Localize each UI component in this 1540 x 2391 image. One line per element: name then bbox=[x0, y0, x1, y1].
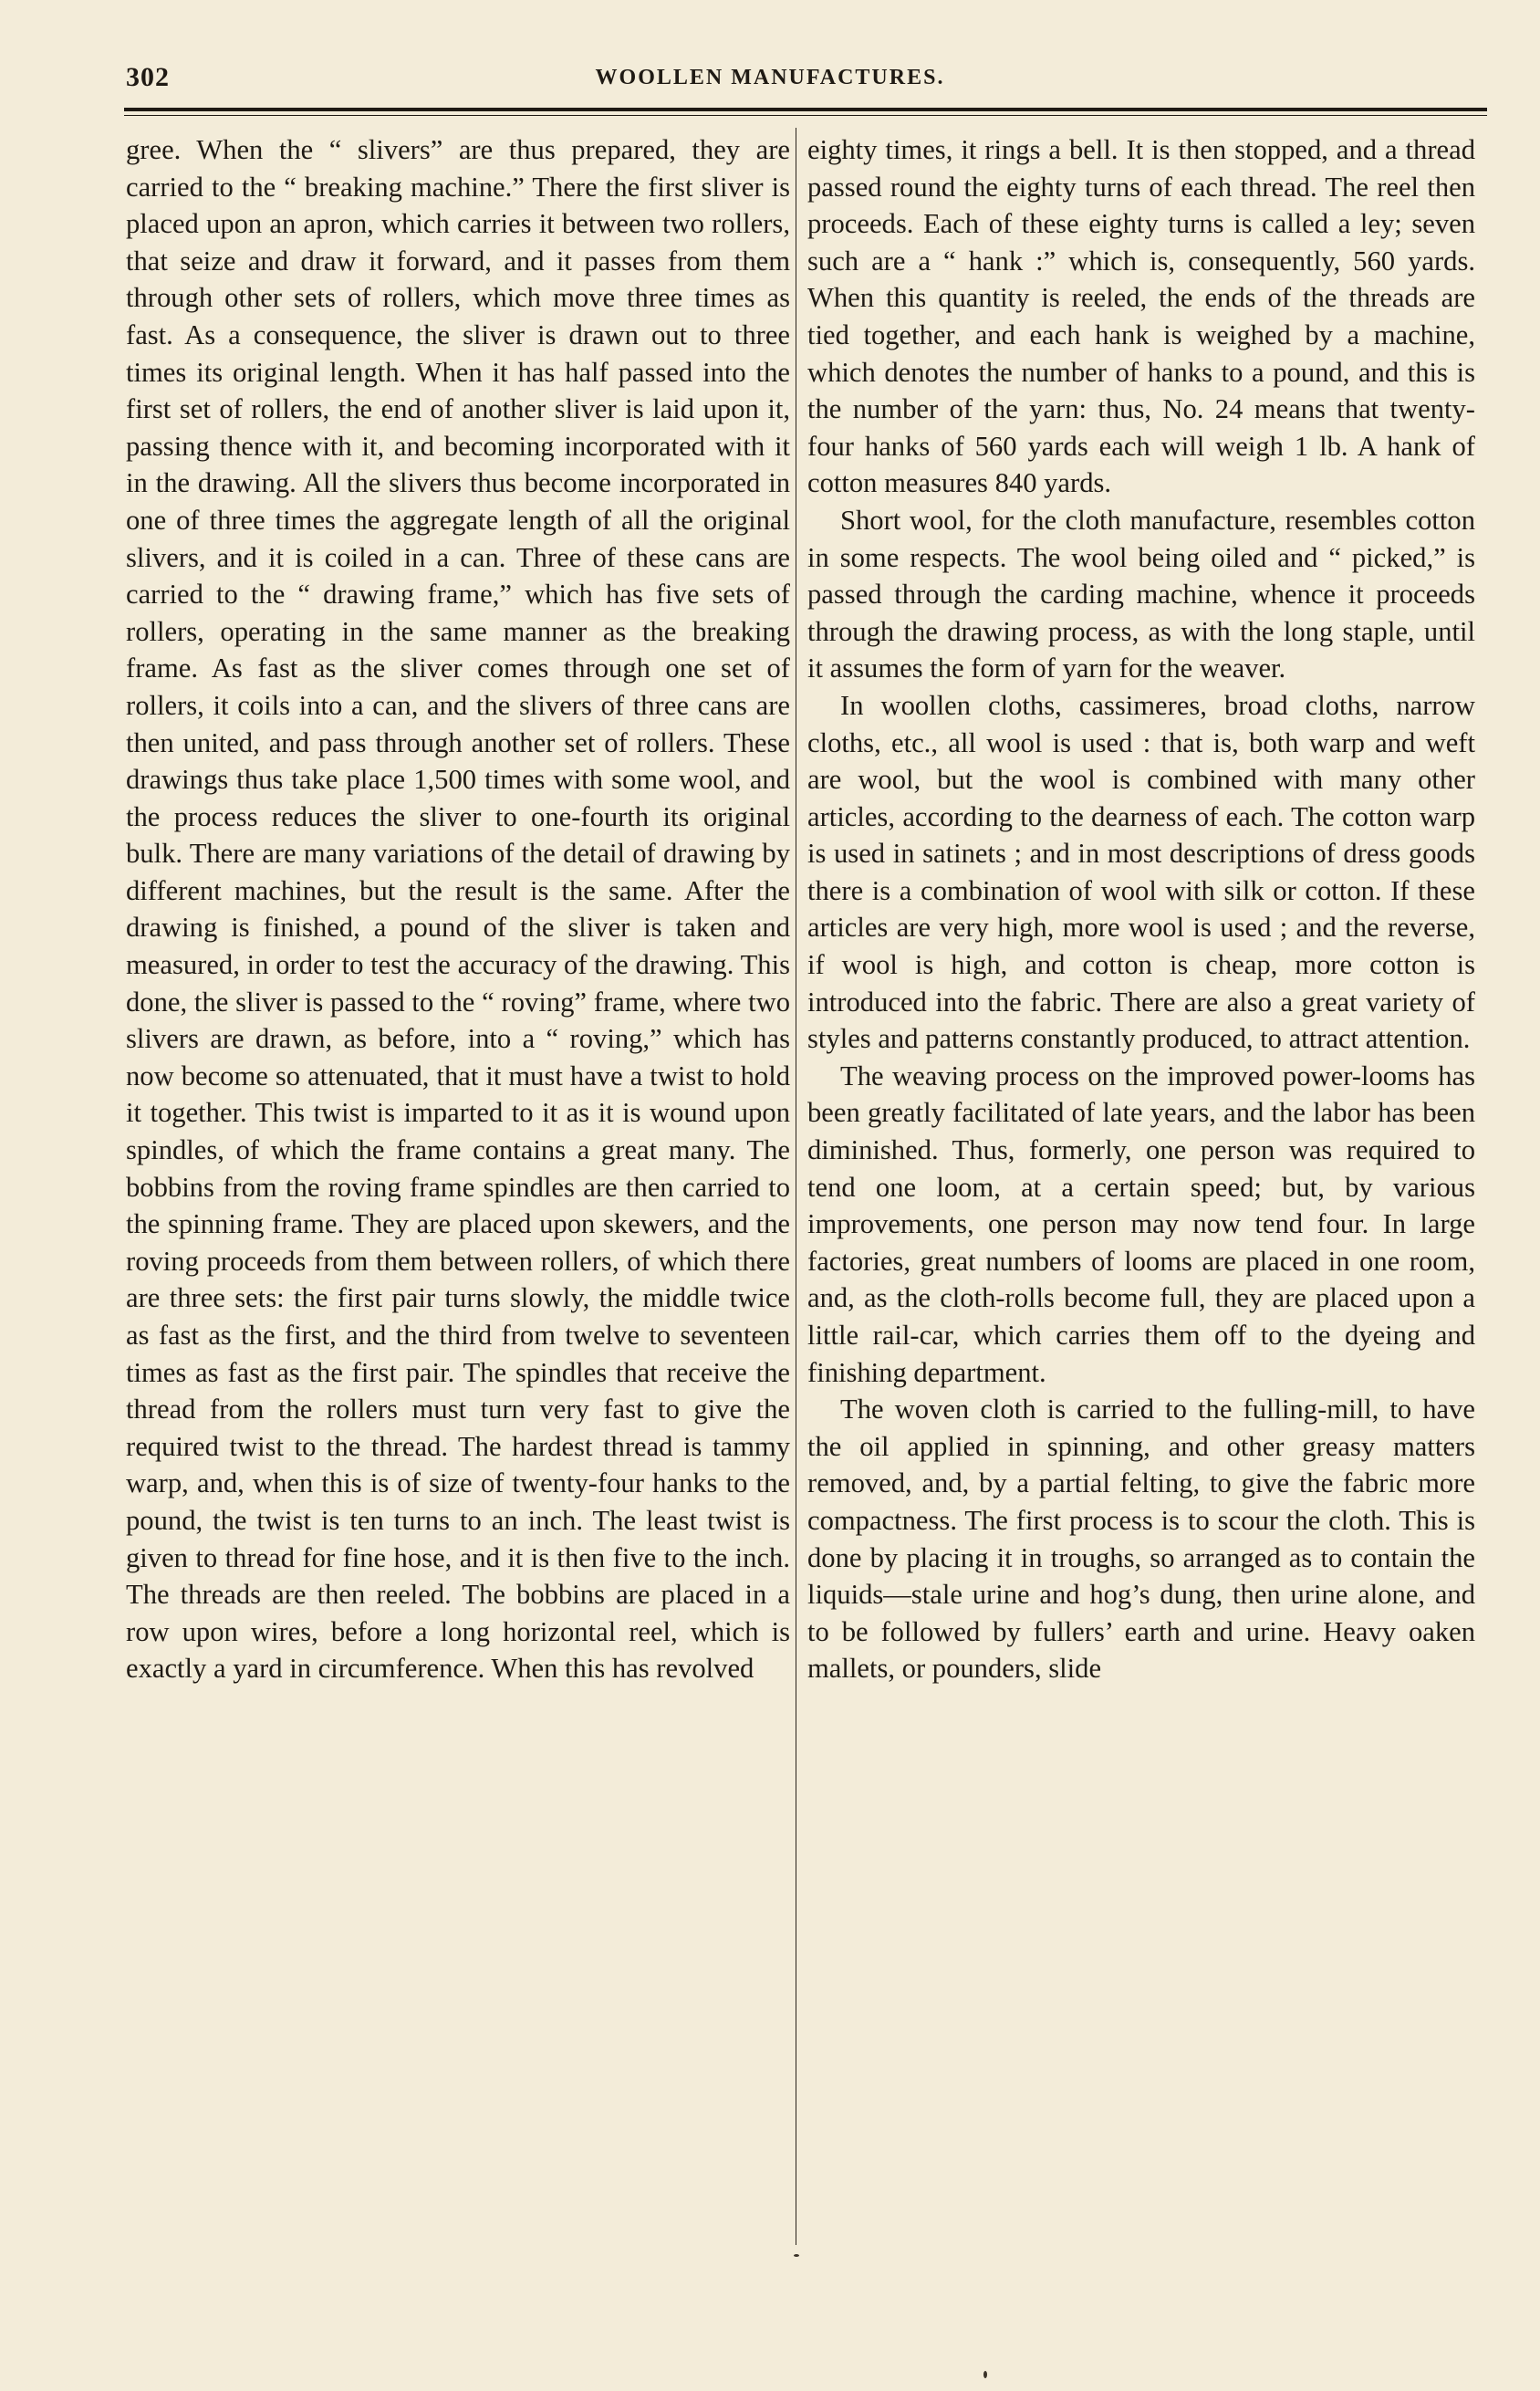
left-paragraph-1: gree. When the “ slivers” are thus prepared, they are carried to the “ breaking machine.” There the first sliver is placed upon an apron, which carries it between two rollers, that seize and draw it forward, and it passes from them through other sets of rollers, which move three times as fast. As a consequence, the sliver is drawn out to three times its original length. When it has half passed into the first set of rollers, the end of another sliver is laid upon it, passing thence with it, and becoming incorporated with it in the drawing. All the slivers thus become incorporated in one of three times the aggregate length of all the original slivers, and it is coiled in a can. Three of these cans are carried to the “ drawing frame,” which has five sets of rollers, operating in the same manner as the breaking frame. As fast as the sliver comes through one set of rollers, it coils into a can, and the slivers of three cans are then united, and pass through another set of rollers. These drawings thus take place 1,500 times with some wool, and the process reduces the sliver to one-fourth its original bulk. There are many variations of the detail of drawing by different machines, but the result is the same. After the drawing is finished, a pound of the sliver is taken and measured, in order to test the accuracy of the drawing. This done, the sliver is passed to the “ roving” frame, where two slivers are drawn, as before, into a “ roving,” which has now become so attenuated, that it must have a twist to hold it together. This twist is imparted to it as it is wound upon spindles, of which the frame contains a great many. The bobbins from the roving frame spindles are then carried to the spinning frame. They are placed upon skewers, and the roving proceeds from them between rollers, of which there are three sets: the first pair turns slowly, the middle twice as fast as the first, and the third from twelve to seventeen times as fast as the first pair. The spindles that receive the thread from the rollers must turn very fast to give the required twist to the thread. The hardest thread is tammy warp, and, when this is of size of twenty-four hanks to the pound, the twist is ten turns to an inch. The least twist is given to thread for fine hose, and it is then five to the inch. The threads are then reeled. The bobbins are placed in a row upon wires, before a long horizontal reel, which is exactly a yard in circumference. When this has revolved bbox=[126, 134, 790, 1685]
right-paragraph-2: Short wool, for the cloth manufacture, resembles cotton in some respects. The wool being oiled and “ picked,” is passed through the carding machine, whence it proceeds through the drawing process, as with the long staple, until it assumes the form of yarn for the weaver. bbox=[807, 504, 1475, 684]
right-column bbox=[807, 131, 1475, 1687]
right-paragraph-3: In woollen cloths, cassimeres, broad cloths, narrow cloths, etc., all wool is used : that is, both warp and weft are wool, but the wool is combined with many other articles, according to the dearness of each. The cotton warp is used in satinets ; and in most descriptions of dress goods there is a combination of wool with silk or cotton. If these articles are very high, more wool is used ; and the reverse, if wool is high, and cotton is cheap, more cotton is introduced into the fabric. There are also a great variety of styles and patterns constantly produced, to attract attention. bbox=[807, 689, 1475, 1055]
right-paragraph-1: eighty times, it rings a bell. It is then stopped, and a thread passed round the eighty turns of each thread. The reel then proceeds. Each of these eighty turns is called a ley; seven such are a “ hank :” which is, consequently, 560 yards. When this quantity is reeled, the ends of the threads are tied together, and each hank is weighed by a machine, which denotes the number of hanks to a pound, and this is the number of the yarn: thus, No. 24 means that twenty-four hanks of 560 yards each will weigh 1 lb. A hank of cotton measures 840 yards. bbox=[807, 134, 1475, 499]
right-paragraph-5: The woven cloth is carried to the fulling-mill, to have the oil applied in spinning, and other greasy matters removed, and, by a partial felting, to give the fabric more compactness. The first process is to scour the cloth. This is done by placing it in troughs, so arranged as to contain the liquids—stale urine and hog’s dung, then urine alone, and to be followed by fullers’ earth and urine. Heavy oaken mallets, or pounders, slide bbox=[807, 1394, 1475, 1685]
running-title: WOOLLEN MANUFACTURES. bbox=[595, 66, 945, 89]
ink-speck bbox=[794, 2254, 799, 2257]
header-rule-thick bbox=[124, 108, 1487, 111]
header-rule-thin bbox=[124, 115, 1487, 116]
left-column bbox=[126, 131, 790, 1687]
right-paragraph-4: The weaving process on the improved power-looms has been greatly facilitated of late years, and the labor has been diminished. Thus, formerly, one person was required to tend one loom, at a certain speed; but, by various improvements, one person may now tend four. In large factories, great numbers of looms are placed in one room, and, as the cloth-rolls become full, they are placed upon a little rail-car, which carries them off to the dyeing and finishing department. bbox=[807, 1060, 1475, 1388]
ink-speck bbox=[983, 2371, 987, 2378]
page-number: 302 bbox=[126, 62, 170, 92]
